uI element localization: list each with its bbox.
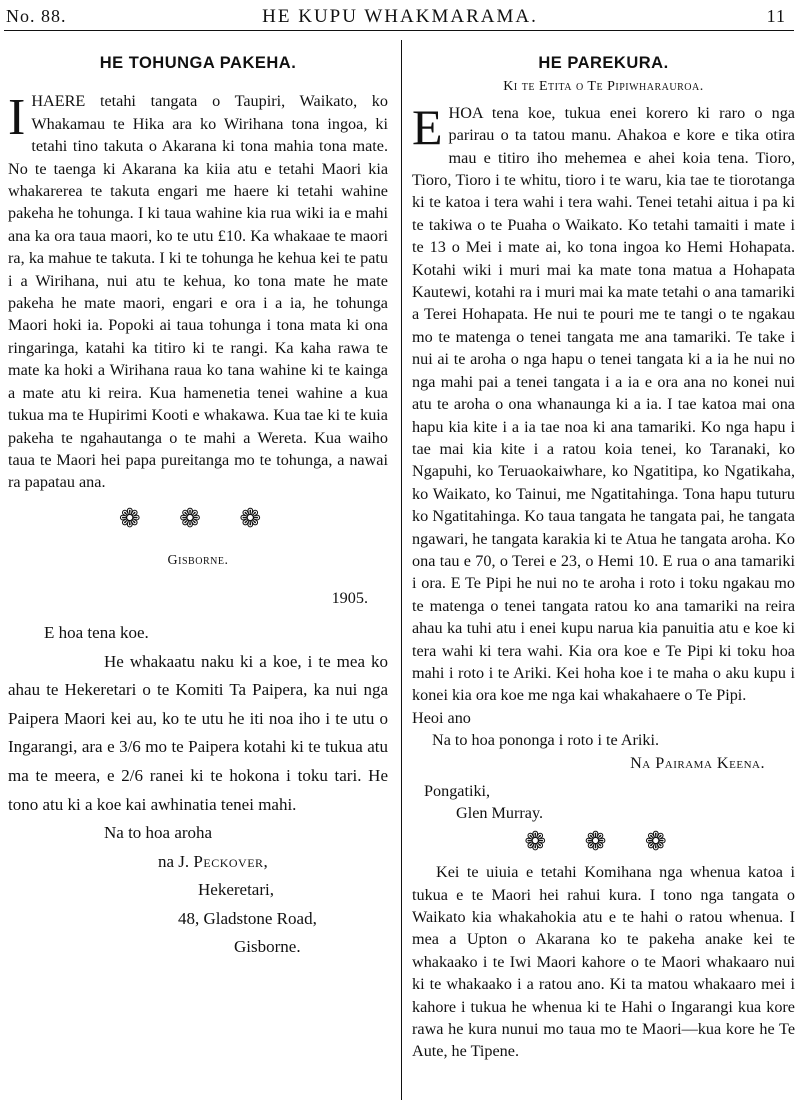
- letter-closing: Na to hoa aroha: [104, 823, 213, 843]
- signature-via: Glen Murray.: [456, 804, 544, 823]
- signature-place: Pongatiki,: [424, 782, 491, 800]
- article-text-tohunga: HAERE tetahi tangata o Taupiri, Waikato, ko Whakamau te Hika ara ko Wirihana tona ingoa, ki tetahi tino takuta o Akarana ki tona mahia tona mate. No te taenga ki Akarana ka kiia atu e tetahi Maori kia whakarerea te takuta engari me haere ki tetahi wahine pakeha he tohunga. I ki taua wahine kia rua wiki ia e mahi ana ka ora taua maori, ko te utu £10. Ka whakaae te maori ra, ka mahue te takuta. I ki te tohunga he kehua kei te patu i a Wirihana, nui atu te kehua, ko tona mate he mate pakeha he mate maori, engari e ora i a ia, he tohunga Maori hoki ia. Popoki ai taua tohunga i tona mata ki ona ringaringa, katahi ka titiro ki te rangi. Ka kaha rawa te mate ka hoki a Wirihana raua ko tana wahine ki te kainga a mate atu ki reira. Kua hamenetia tenei wahine a kua tukua ma te Hupirimi Kooti e whakawa. Kua tae ki te kuia pakeha te ngahautanga o te mahi a Wereta. Kua waiho taua te Maori hei papa pureitanga mo te tohunga, a nawai ra papatau ana.: [8, 92, 388, 492]
- drop-cap: E: [412, 98, 443, 155]
- ornament-divider-icon: ❁ ❁ ❁: [524, 826, 683, 856]
- article-text-parekura: HOA tena koe, tukua enei korero ki raro o nga parirau o ta tatou manu. Ahakoa e kore e tika otira mau e titiro iho mehemea e ahei koia tena. Tioro, Tioro, Tioro i te whitu, tioro i te waru, kia tae te tiorotanga ki te katoa i tera wahi i tera wahi. Tenei tetahi aitua i pa ki te takiwa o te Puaha o Waikato. Ko tetahi tamaiti i mate i te 13 o Mei i mate ai, ko tona ingoa ko Hemi Hohapata. Kotahi wiki i muri mai ka mate tona matua a Hohapata Kautewi, kotahi ra i muri mai ka mate tetahi o ana tamariki a Terei Hohapata. He nui te pouri me te tangi o te ngakau mo te matenga o tenei tangata me ana tamariki. Te take i nui ai te aroha o nga hapu o tenei tangata ki a ia he nui no nga mahi pai a tenei tangata i a ia e ora ana no konei nui atu te aroha o ona whanaunga ki a ia. I tae katoa mai ona hapu kia kite i a ia tae noa ki ana tamariki. Ko nga hapu i tae mai kia kite i a ratou koia tenei, ko Taranaki, ko Ngapuhi, ko Teruaokaiwhare, ko Ngatitipa, ko Ngatikaha, ko Waikato, ko Tainui, me Ngatitahinga. Tona hapu tuturu ko Ngatitahinga. Ko taua tangata he tangata pai, he tangata ngawari, he tangata karakia ki te Atua he tangata aroha. Ko ona tau e 70, o Terei e 23, o Hemi 10. E rua o ana tamariki i ora. E Te Pipi he nui no te aroha i roto i toku ngakau mo te matenga o tenei tangata ratou ko ana tamariki na reira ahau ka tuhi atu i enei kupu narua kia panuitia atu e koe ki tera wahi ki tera wahi. Kia ora koe e Te Pipi ki toku hoa mahi i roto i te Ariki. Kei hoha koe i te maha o aku kupu i konei kia ora koe me nga kai whakahaere o Te Pipi.: [412, 103, 795, 705]
- page-header: [6, 4, 794, 28]
- issue-number: No. 88.: [6, 6, 67, 26]
- letter-year: 1905.: [331, 588, 368, 607]
- signature-name: Peckover,: [193, 851, 269, 871]
- signature-address: 48, Gladstone Road,: [178, 908, 317, 928]
- drop-cap: I: [8, 89, 26, 147]
- ornament-divider-icon: ❁ ❁ ❁: [118, 503, 278, 533]
- letter-salutation: E hoa tena koe.: [44, 622, 149, 642]
- signature-name: Na Pairama Keena.: [630, 753, 765, 772]
- signature-title: Hekeretari,: [198, 880, 274, 900]
- letter-body: He whakaatu naku ki a koe, i te mea ko ahau te Hekeretari o te Komiti Ta Paipera, ka nui nga Paipera Maori kei au, ko te utu he iti noa iho i te utu o Ingarangi, ara e 3/6 mo te Paipera kotahi ki te tukua atu ma te meera, e 2/6 ranei ki te hokona i toku tari. He tono atu ki a koe kai awhinatia tenei mahi.: [8, 651, 388, 814]
- left-column: [8, 52, 388, 962]
- letter-place: Gisborne.: [167, 553, 229, 569]
- header-rule: [4, 30, 794, 31]
- article-body-tohunga: [8, 90, 388, 493]
- page-number: 11: [766, 6, 786, 26]
- publication-title: HE KUPU WHAKMARAMA.: [262, 6, 538, 27]
- article-heading-parekura: HE PAREKURA.: [538, 54, 669, 72]
- article-body-parekura: [412, 98, 795, 707]
- column-divider: [401, 40, 402, 1100]
- signature-prefix: na J.: [158, 851, 194, 871]
- article-subheading: Ki te Etita o Te Pipiwharauroa.: [503, 79, 704, 95]
- signature-city: Gisborne.: [234, 937, 301, 957]
- sign-off: Heoi ano: [412, 708, 471, 727]
- article-body-komihana: Kei te uiuia e tetahi Komihana nga whenua katoa i tukua e te Maori hei rahui kura. I tono nga tangata o Waikato kia whakahokia atu e te hahi o ratou whenua. I mea a Upton o Akarana ko te pakeha anake kei te whakaako i te Iwi Maori kahore o te Maori whakaaro nui ki te whakaako i a ratou ano. Ki ta matou whakaaro mei i kahore i tukua he whenua ki te Hahi o Ingarangi kua kore rawa he kura nunui mo taua mo te Maori—kua kore he Te Aute, he Tipene.: [412, 863, 795, 1061]
- letter-signature: [8, 848, 388, 877]
- closing-line: Na to hoa pononga i roto i te Ariki.: [432, 731, 660, 750]
- right-column: [412, 52, 795, 1063]
- article-heading-tohunga: HE TOHUNGA PAKEHA.: [99, 54, 297, 72]
